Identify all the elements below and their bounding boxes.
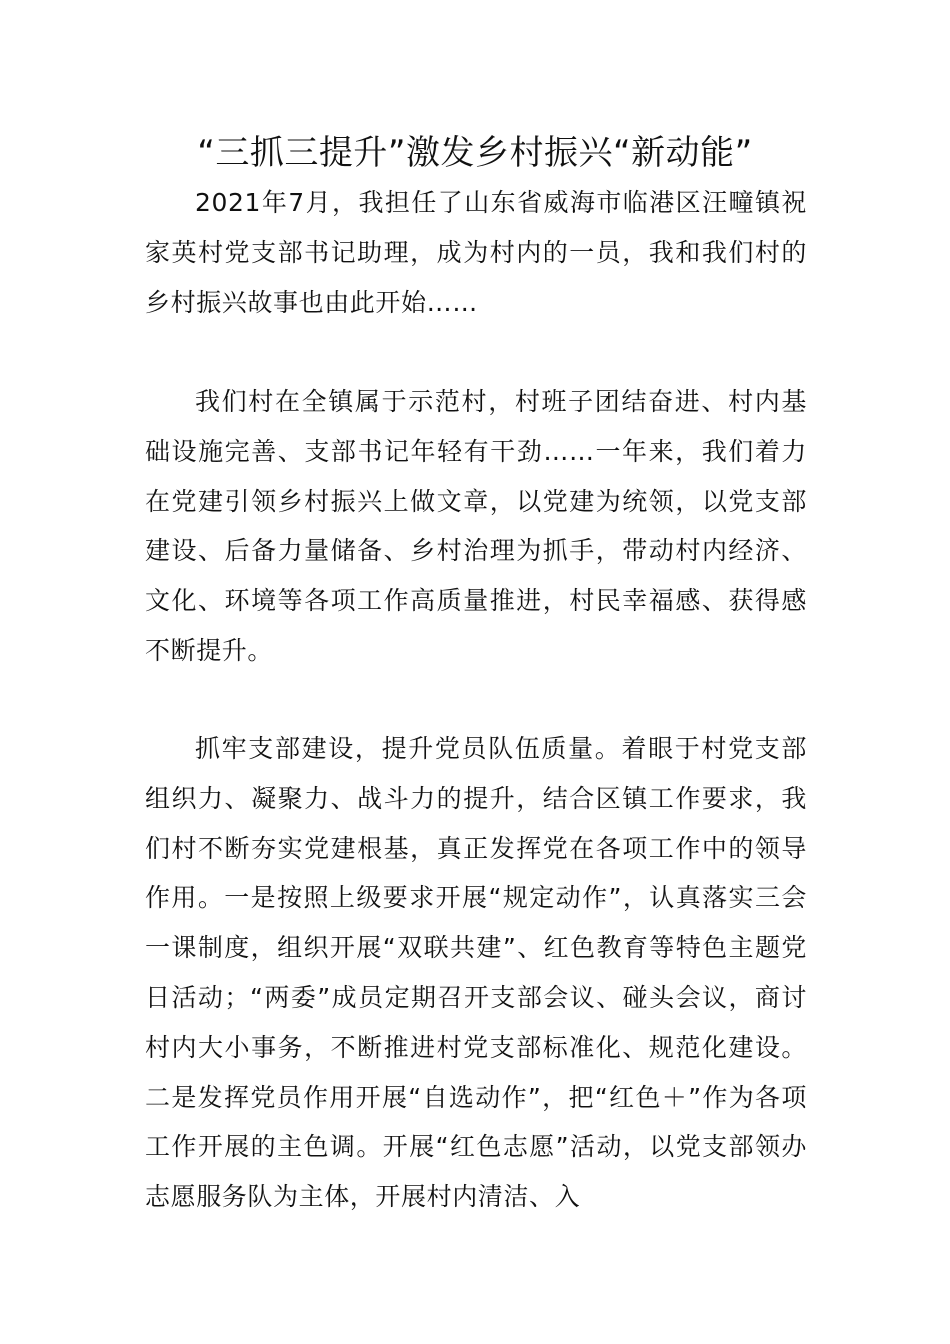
paragraph-branch-building: 抓牢支部建设，提升党员队伍质量。着眼于村党支部组织力、凝聚力、战斗力的提升，结合区镇工作要求，我们村不断夯实党建根基，真正发挥党在各项工作中的领导作用。一是按照上级要求开展“规定动作”，认真落实三会一课制度，组织开展“双联共建”、红色教育等特色主题党日活动；“两委”成员定期召开支部会议、碰头会议，商讨村内大小事务，不断推进村党支部标准化、规范化建设。二是发挥党员作用开展“自选动作”，把“红色＋”作为各项工作开展的主色调。开展“红色志愿”活动，以党支部领办志愿服务队为主体，开展村内清洁、入 [145,734,807,1212]
paragraph-intro: 2021年7月，我担任了山东省威海市临港区汪疃镇祝家英村党支部书记助理，成为村内的一员，我和我们村的乡村振兴故事也由此开始…… [145,188,807,317]
document-title: “三抓三提升”激发乡村振兴“新动能” [197,133,753,173]
paragraph-overview: 我们村在全镇属于示范村，村班子团结奋进、村内基础设施完善、支部书记年轻有干劲……一年来，我们着力在党建引领乡村振兴上做文章，以党建为统领，以党支部建设、后备力量储备、乡村治理为抓手，带动村内经济、文化、环境等各项工作高质量推进，村民幸福感、获得感不断提升。 [145,387,807,665]
